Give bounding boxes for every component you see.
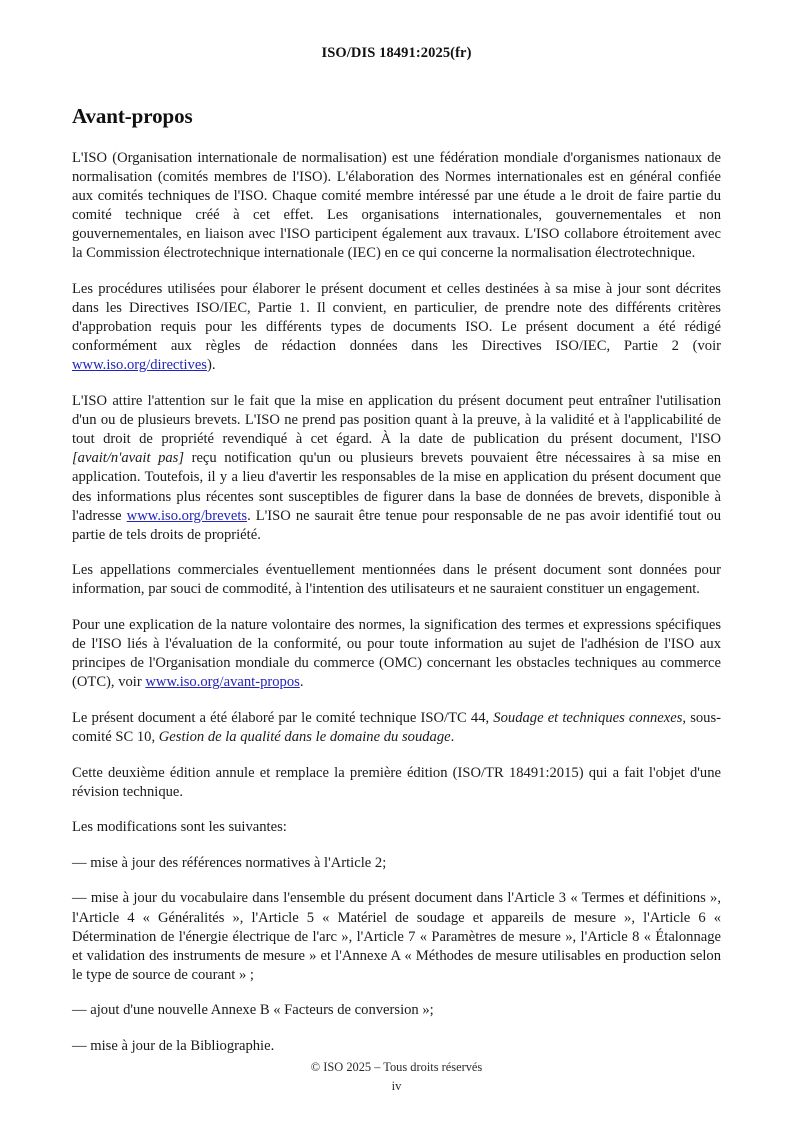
paragraph-scope-iso: [72, 149, 721, 264]
paragraph-wto-tbt: [72, 616, 721, 692]
list-item: — ajout d'une nouvelle Annexe B « Facteurs de conversion »;: [72, 1002, 434, 1019]
paragraph-text: Les modifications sont les suivantes:: [72, 819, 287, 836]
paragraph-text: Les appellations commerciales éventuellement mentionnées dans le présent document sont données pour information, par souci de commodité, à l'intention des utilisateurs et ne sauraient constituer un engagement.: [72, 562, 721, 598]
list-item: — mise à jour du vocabulaire dans l'ensemble du présent document dans l'Article 3 « Termes et définitions », l'Article 4 « Généralités », l'Article 5 « Matériel de soudage et appareils de mesure », l'Article 6 « Détermination de l'énergie électrique de l'arc », l'Article 7 « Paramètres de mesure », l'Article 8 « Étalonnage et validation des instruments de mesure » et l'Annexe A « Méthodes de mesure utilisables en production selon le type de source de courant » ;: [72, 890, 721, 983]
paragraph-trade-names: [72, 561, 721, 599]
paragraph-directives: [72, 280, 721, 375]
paragraph-text: Cette deuxième édition annule et remplace la première édition (ISO/TR 18491:2015) qui a fait l'objet d'une révision technique.: [72, 764, 721, 800]
page-title: Avant-propos: [72, 104, 193, 128]
link-iso-avant-propos[interactable]: www.iso.org/avant-propos: [145, 674, 300, 691]
paragraph-text-mid: reçu notification qu'un ou plusieurs brevets pouvaient être nécessaires à sa mise en application. Toutefois, il y a lieu d'avertir les responsables de la mise en application du présent document que des informations plus récentes sont susceptibles de figurer dans la base de données de brevets, disponible à l'adresse: [72, 450, 721, 524]
paragraph-patents: [72, 392, 721, 545]
paragraph-changes-intro: [72, 818, 721, 837]
running-head: ISO/DIS 18491:2025(fr): [321, 45, 472, 61]
subcommittee-title-sc10: Gestion de la qualité dans le domaine du soudage: [158, 728, 451, 745]
paragraph-text: Les procédures utilisées pour élaborer le présent document et celles destinées à sa mise à jour sont décrites dans les Directives ISO/IEC, Partie 1. Il convient, en particulier, de prendre note des différents critères d'approbation requis pour les différents types de documents ISO. Le présent document a été rédigé conformément aux règles de rédaction données dans les Directives ISO/IEC, Partie 2 (voir: [72, 281, 721, 355]
page-content: [72, 104, 721, 1073]
footer-copyright: © ISO 2025 – Tous droits réservés: [310, 1060, 483, 1074]
paragraph-text-tail: ).: [206, 357, 216, 374]
paragraph-text: Pour une explication de la nature volontaire des normes, la signification des termes et expressions spécifiques de l'ISO liés à l'évaluation de la conformité, ou pour toute information au sujet de l'adhésion de l'ISO aux principes de l'Organisation mondiale du commerce (OMC) concernant les obstacles techniques au commerce (OTC), voir: [72, 616, 721, 691]
paragraph-text-tail: . L'ISO ne saurait être tenue pour responsable de ne pas avoir identifié tout ou partie de tels droits de propriété.: [72, 507, 721, 543]
committee-title-tc44: Soudage et techniques connexes: [493, 709, 683, 726]
paragraph-text: L'ISO attire l'attention sur le fait que la mise en application du présent document peut entraîner l'utilisation d'un ou de plusieurs brevets. L'ISO ne prend pas position quant à la preuve, à la validité et à l'applicabilité de tout droit de propriété revendiqué à cet égard. À la date de publication du présent document, l'ISO: [72, 393, 721, 448]
list-item: — mise à jour des références normatives à l'Article 2;: [72, 854, 387, 871]
footer-page-number: iv: [391, 1079, 402, 1093]
patent-status-placeholder: [avait/n'avait pas]: [72, 450, 185, 467]
paragraph-text-tail: .: [450, 728, 455, 745]
paragraph-text-tail: .: [299, 674, 304, 691]
paragraph-edition-replacement: [72, 764, 721, 802]
paragraph-text: L'ISO (Organisation internationale de normalisation) est une fédération mondiale d'organismes nationaux de normalisation (comités membres de l'ISO). L'élaboration des Normes internationales est en général confiée aux comités techniques de l'ISO. Chaque comité membre intéressé par une étude a le droit de faire partie du comité technique créé à cet effet. Les organisations internationales, gouvernementales et non gouvernementales, en liaison avec l'ISO participent également aux travaux. L'ISO collabore étroitement avec la Commission électrotechnique internationale (IEC) en ce qui concerne la normalisation électrotechnique.: [72, 150, 721, 262]
list-item: — mise à jour de la Bibliographie.: [72, 1037, 275, 1054]
link-iso-directives[interactable]: www.iso.org/directives: [72, 357, 207, 374]
paragraph-text-mid: , sous-comité SC 10,: [72, 709, 722, 745]
paragraph-committee: [72, 709, 721, 747]
link-iso-brevets[interactable]: www.iso.org/brevets: [126, 507, 248, 524]
paragraph-text: Le présent document a été élaboré par le comité technique ISO/TC 44,: [72, 709, 494, 726]
